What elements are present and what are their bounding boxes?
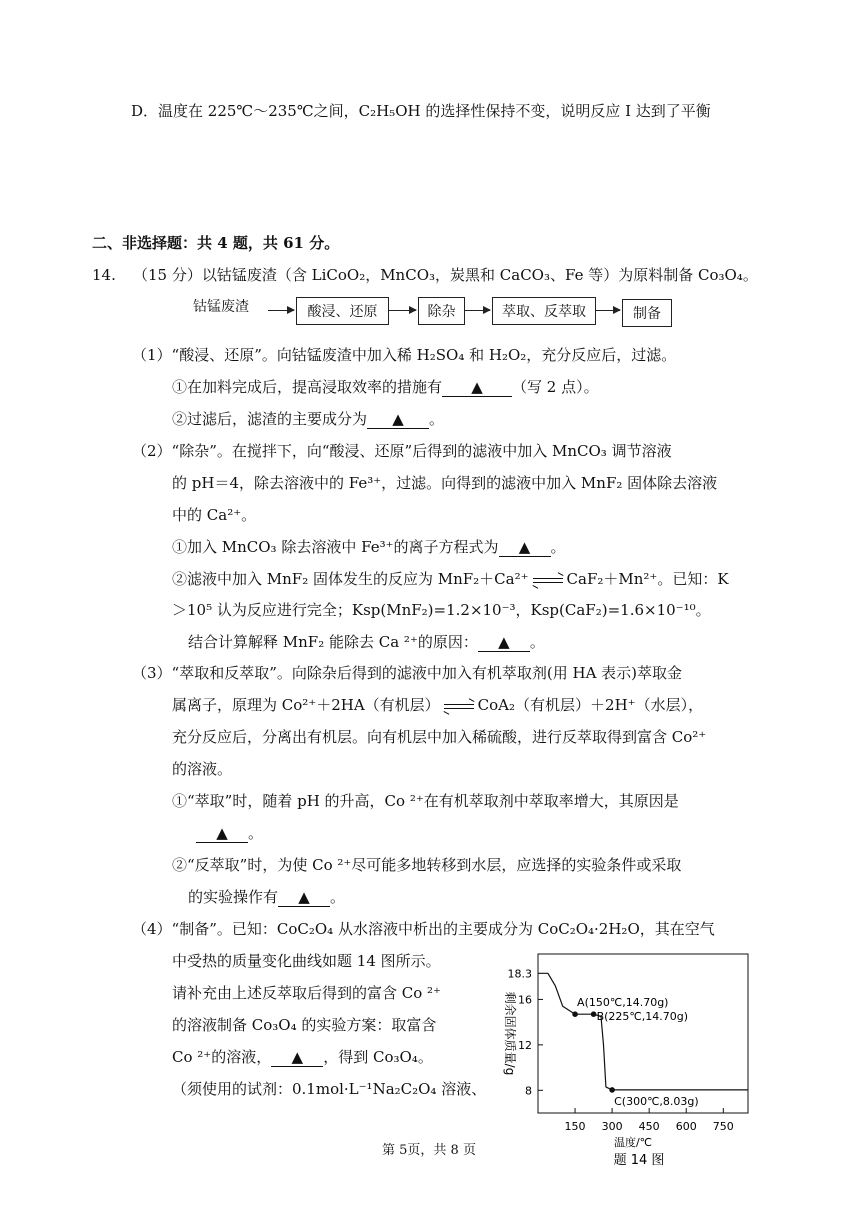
equilibrium-arrow [442,701,476,711]
flow-arrow [268,310,294,311]
q14-header: （15 分）以钴锰废渣（含 LiCoO₂，MnCO₃，炭黑和 CaCO₃、Fe 等）为原料制备 Co₃O₄。 [133,266,758,284]
section-heading: 二、非选择题：共 4 题，共 61 分。 [92,234,340,252]
answer-blank[interactable]: ▲ [442,378,512,397]
y-tick-label: 8 [525,1084,532,1098]
point-label: B(225℃,14.70g) [596,1010,689,1024]
x-tick-label: 150 [564,1120,586,1133]
mass-curve [538,973,748,1090]
p3-line7: ②“反萃取”时，为使 Co ²⁺尽可能多地转移到水层，应选择的实验条件或采取 [172,856,682,874]
p4-line2: 中受热的质量变化曲线如题 14 图所示。 [172,952,441,970]
flow-step-3: 萃取、反萃取 [492,297,596,325]
p3-line2: 属离子，原理为 Co²⁺＋2HA（有机层） CoA₂（有机层）＋2H⁺（水层）， [172,696,704,714]
p4-line1: （4）“制备”。已知：CoC₂O₄ 从水溶液中析出的主要成分为 CoC₂O₄·2H₂O，其在空气 [132,920,715,938]
answer-blank[interactable]: ▲ [499,538,551,557]
data-point [572,1011,578,1017]
x-tick-label: 300 [601,1120,623,1133]
point-label: C(300℃,8.03g) [614,1094,699,1108]
flow-step-1: 酸浸、还原 [296,297,389,325]
p1-line3: ②过滤后，滤渣的主要成分为 ▲ 。 [172,410,445,428]
p4-line6: （须使用的试剂：0.1mol·L⁻¹Na₂C₂O₄ 溶液、 [172,1080,487,1098]
p3-line3: 充分反应后，分离出有机层。向有机层中加入稀硫酸，进行反萃取得到富含 Co²⁺ [172,728,707,746]
p1-line2: ①在加料完成后，提高浸取效率的措施有 ▲ （写 2 点）。 [172,378,599,396]
plot-frame [538,954,748,1113]
y-tick-label: 18.3 [507,967,532,981]
p2-line4: ①加入 MnCO₃ 除去溶液中 Fe³⁺的离子方程式为 ▲ 。 [172,538,566,556]
flow-arrow [389,310,416,311]
answer-blank[interactable]: ▲ [367,410,429,429]
point-label: A(150℃,14.70g) [577,996,669,1010]
p2-line1: （2）“除杂”。在搅拌下，向“酸浸、还原”后得到的滤液中加入 MnCO₃ 调节溶液 [132,442,672,460]
p1-line1: （1）“酸浸、还原”。向钴锰废渣中加入稀 H₂SO₄ 和 H₂O₂，充分反应后，过滤。 [132,346,677,364]
flow-step-2: 除杂 [418,297,465,325]
p2-line5: ②滤液中加入 MnF₂ 固体发生的反应为 MnF₂＋Ca²⁺ CaF₂＋Mn²⁺。已知：K [172,570,729,588]
answer-blank[interactable]: ▲ [271,1048,323,1067]
flow-start-label: 钴锰废渣 [193,299,249,315]
x-axis-label: 温度/℃ [613,1136,653,1149]
p3-line4: 的溶液。 [172,760,233,778]
p2-line7: 结合计算解释 MnF₂ 能除去 Ca ²⁺的原因： ▲ 。 [188,633,545,651]
flow-step-4: 制备 [622,299,672,327]
answer-blank[interactable]: ▲ [478,633,530,652]
q13-option-d: D．温度在 225℃～235℃之间，C₂H₅OH 的选择性保持不变，说明反应 I 达到了平衡 [131,102,711,120]
p4-line5: Co ²⁺的溶液， ▲ ，得到 Co₃O₄。 [172,1048,433,1066]
p4-line3: 请补充由上述反萃取后得到的富含 Co ²⁺ [172,984,441,1002]
equilibrium-arrow [531,575,565,585]
x-tick-label: 450 [638,1120,660,1133]
p4-line4: 的溶液制备 Co₃O₄ 的实验方案：取富含 [172,1016,437,1034]
x-tick-label: 750 [712,1120,734,1133]
p2-line2: 的 pH＝4，除去溶液中的 Fe³⁺，过滤。向得到的滤液中加入 MnF₂ 固体除去溶液 [172,474,718,492]
y-tick-label: 12 [518,1038,532,1052]
flow-arrow [465,310,490,311]
p2-line3: 中的 Ca²⁺。 [172,506,257,524]
p3-line5: ①“萃取”时，随着 pH 的升高，Co ²⁺在有机萃取剂中萃取率增大，其原因是 [172,792,679,810]
data-point [591,1011,597,1017]
page-footer: 第 5页，共 8 页 [382,1143,476,1158]
flow-arrow [596,310,620,311]
answer-blank[interactable]: ▲ [278,888,330,907]
data-point [609,1087,615,1093]
y-tick-label: 16 [518,993,532,1007]
q14-number: 14. [92,266,116,284]
y-axis-label: 剩余固体质量/g [503,991,517,1076]
chart-caption: 题 14 图 [613,1153,665,1168]
x-tick-label: 600 [675,1120,697,1133]
answer-blank[interactable]: ▲ [196,824,248,843]
p3-line6: ▲ 。 [196,822,263,844]
p3-line1: （3）“萃取和反萃取”。向除杂后得到的滤液中加入有机萃取剂(用 HA 表示)萃取金 [132,664,683,682]
p2-line6: ＞10⁵ 认为反应进行完全；Ksp(MnF₂)=1.2×10⁻³，Ksp(CaF₂)=1.6×10⁻¹⁰。 [172,601,711,619]
mass-temperature-chart [490,945,780,1175]
p3-line8: 的实验操作有 ▲ 。 [188,888,346,906]
